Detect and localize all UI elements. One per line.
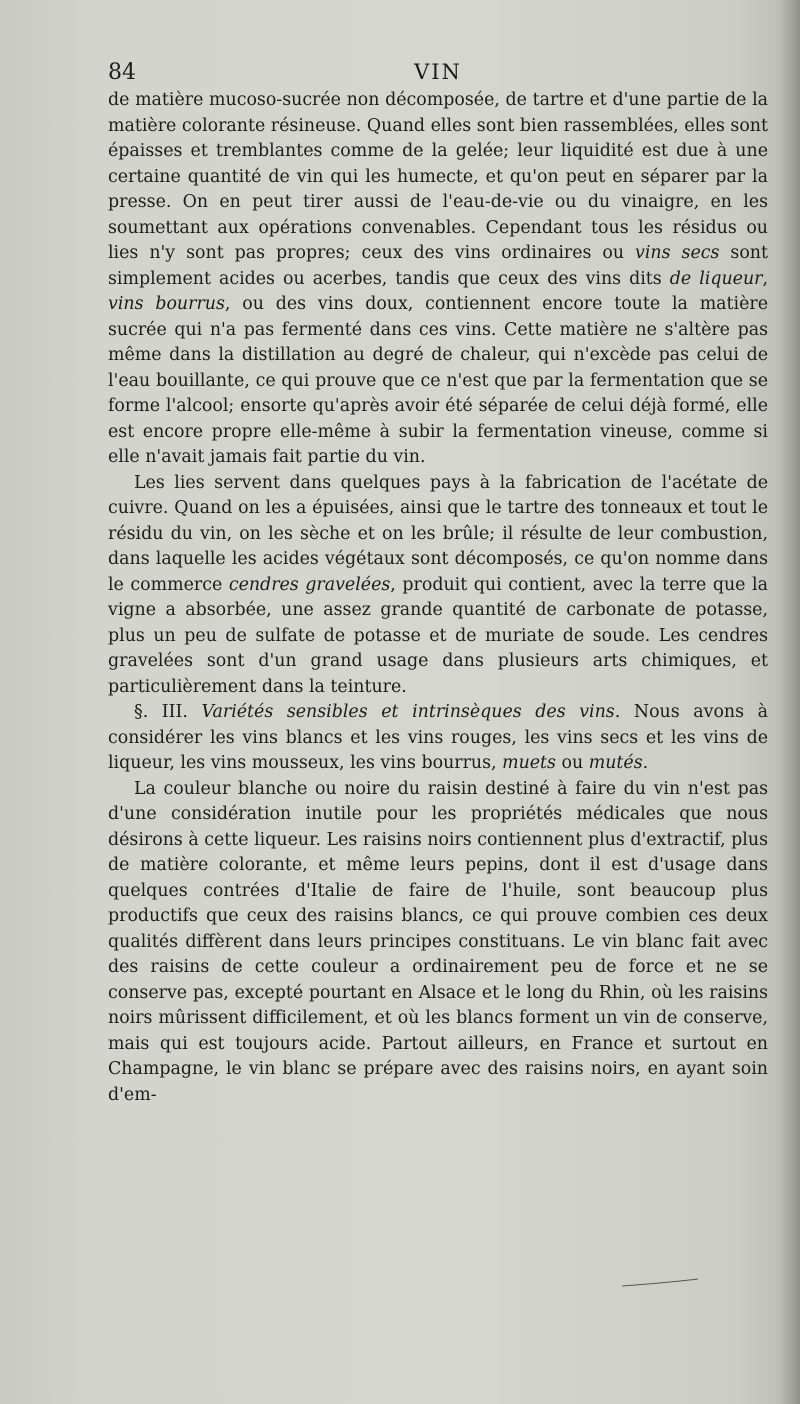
p2-text-1: Les lies servent dans quelques pays à la fabrication de l'acétate de cuivre. Quand on les a épuisées, ainsi que le tartre des tonneaux et tout le résidu du vin, on les sèche et on les brûle; il résulte de leur combustion, dans laquelle les acides végétaux sont décomposés, ce qu'on nomme dans le commerce [108, 472, 768, 595]
running-title: VIN [414, 60, 462, 84]
p1-text-3: , [762, 268, 768, 289]
p3-italic-3: mutés [588, 753, 643, 773]
p3-italic-2: muets [502, 753, 556, 773]
p1-text-2: sont simplement acides ou acerbes, tandis que ceux des vins dits [108, 243, 768, 289]
section-heading: Variétés sensibles et intrinsèques des vins. [201, 702, 621, 722]
p3-text-3: ou [555, 753, 589, 773]
section-number: §. III. [134, 702, 202, 722]
p1-italic-3: vins bourrus [108, 294, 225, 314]
page-edge-shadow [778, 0, 800, 1404]
p4-text-1: La couleur blanche ou noire du raisin destiné à faire du vin n'est pas d'une considération inutile pour les propriétés médicales que nous désirons à cette liqueur. Les raisins noirs contiennent plus d'extractif, plus de matière colorante, et même leurs pepins, dont il est d'usage dans quelques contrées d'Italie de faire de l'huile, sont beaucoup plus productifs que ceux des raisins blancs, ce qui prouve combien ces deux qualités diffèrent dans leurs principes constituans. Le vin blanc fait avec des raisins de cette couleur a ordinairement peu de force et ne se conserve pas, excepté pourtant en Alsace et le long du Rhin, où les raisins noirs mûrissent difficilement, et où les blancs forment un vin de conserve, mais qui est toujours acide. Partout ailleurs, en France et surtout en Champagne, le vin blanc se prépare avec des raisins noirs, en ayant soin d'em- [108, 778, 768, 1105]
paragraph-3 [108, 700, 768, 777]
pencil-mark [620, 1278, 700, 1288]
p1-italic-1: vins secs [635, 243, 720, 263]
p1-text-4: , ou des vins doux, contiennent encore toute la matière sucrée qui n'a pas fermenté dans ces vins. Cette matière ne s'altère pas même dans la distillation au degré de chaleur, qui n'excède pas celui de l'eau bouillante, ce qui prouve que ce n'est que par la fermentation que se forme l'alcool; ensorte qu'après avoir été séparée de celui déjà formé, elle est encore propre elle-même à subir la fermentation vineuse, comme si elle n'avait jamais fait partie du vin. [108, 294, 769, 467]
p1-text-1: de matière mucoso-sucrée non décomposée, de tartre et d'une partie de la matière colorante résineuse. Quand elles sont bien rassemblées, elles sont épaisses et tremblantes comme de la gelée; leur liquidité est due à une certaine quantité de vin qui les humecte, et qu'on peut en séparer par la presse. On en peut tirer aussi de l'eau-de-vie ou du vinaigre, en les soumettant aux opérations convenables. Cependant tous les résidus ou lies n'y sont pas propres; ceux des vins ordinaires ou [108, 90, 768, 263]
p2-italic-1: cendres gravelées [228, 574, 391, 595]
paragraph-1 [108, 88, 768, 471]
paragraph-4 [108, 777, 768, 1109]
p3-text-2: Nous avons à considérer les vins blancs et les vins rouges, les vins secs et les vins de liqueur, les vins mousseux, les vins bourrus, [108, 702, 768, 773]
p1-italic-2: de liqueur [669, 268, 763, 289]
p2-text-2: , produit qui contient, avec la terre que la vigne a absorbée, une assez grande quantité de carbonate de potasse, plus un peu de sulfate de potasse et de muriate de soude. Les cendres gravelées sont d'un grand usage dans plusieurs arts chimiques, et particulièrement dans la teinture. [108, 574, 768, 697]
paragraph-2 [108, 471, 768, 701]
page-number: 84 [108, 60, 136, 85]
p3-text-4: . [642, 753, 649, 773]
body-text [108, 88, 768, 1108]
